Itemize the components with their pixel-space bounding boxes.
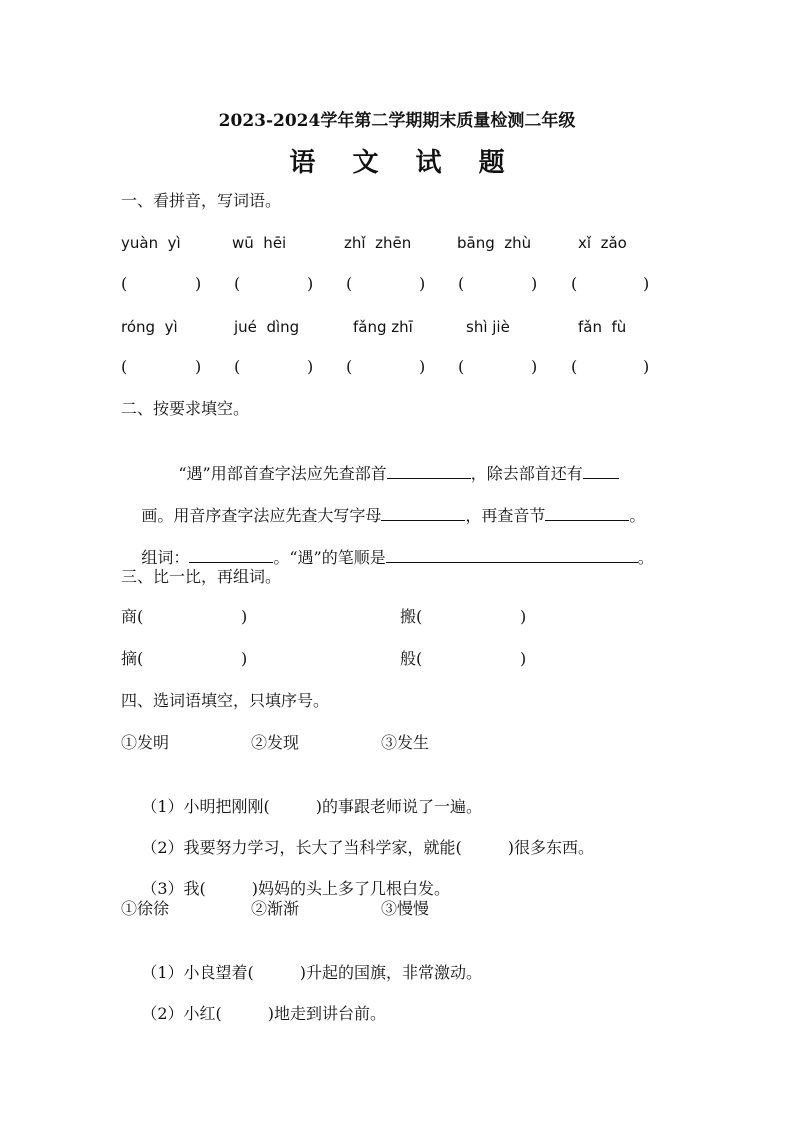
option-item: ③发生 [381, 733, 430, 752]
sentence-text: )很多东西。 [507, 838, 595, 857]
answer-paren-open[interactable]: ( [346, 274, 353, 293]
answer-paren-close: ) [307, 357, 314, 376]
pinyin-item: shì jiè [466, 318, 510, 336]
compare-item[interactable]: 搬( [400, 607, 423, 626]
answer-blank[interactable] [381, 504, 465, 521]
answer-blank[interactable] [386, 546, 638, 563]
q2-heading: 二、按要求填空。 [121, 399, 250, 418]
sentence-item [121, 981, 386, 1047]
q2-text: 。 [629, 506, 646, 525]
pinyin-item: róng yì [121, 318, 178, 336]
q2-text: “遇”用部首查字法应先查部首 [178, 464, 387, 483]
answer-paren-close: ) [531, 357, 538, 376]
answer-paren-open[interactable]: ( [121, 274, 128, 293]
compare-close: ) [241, 649, 248, 668]
answer-blank[interactable] [545, 504, 629, 521]
option-item: ③慢慢 [381, 899, 430, 918]
answer-paren-close: ) [643, 357, 650, 376]
pinyin-item: fǎn fù [578, 318, 627, 336]
answer-paren-open[interactable]: ( [234, 357, 241, 376]
compare-close: ) [520, 607, 527, 626]
answer-paren-open[interactable]: ( [571, 357, 578, 376]
q1-heading: 一、看拼音，写词语。 [121, 191, 282, 210]
answer-paren-open[interactable]: ( [121, 357, 128, 376]
answer-paren-open[interactable]: ( [458, 274, 465, 293]
compare-item[interactable]: 般( [400, 649, 423, 668]
option-item: ②发现 [251, 733, 300, 752]
option-item: ②渐渐 [251, 899, 300, 918]
answer-paren-open[interactable]: ( [458, 357, 465, 376]
q2-text: ，除去部首还有 [470, 464, 583, 483]
answer-paren-close: ) [531, 274, 538, 293]
option-item: ①徐徐 [121, 899, 170, 918]
compare-item[interactable]: 商( [121, 607, 144, 626]
q2-text: ，再查音节 [465, 506, 546, 525]
compare-close: ) [520, 649, 527, 668]
exam-title: 语 文 试 题 [289, 148, 519, 178]
answer-paren-open[interactable]: ( [346, 357, 353, 376]
answer-paren-close: ) [643, 274, 650, 293]
answer-blank[interactable] [189, 546, 273, 563]
q3-heading: 三、比一比，再组词。 [121, 567, 282, 586]
pinyin-item: xǐ zǎo [578, 234, 627, 252]
q2-text: 组词： [141, 548, 190, 567]
sentence-text: )的事跟老师说了一遍。 [315, 797, 483, 816]
sentence-text: （2）我要努力学习，长大了当科学家，就能( [141, 838, 462, 857]
answer-paren-close: ) [195, 357, 202, 376]
answer-blank[interactable] [387, 462, 471, 479]
pinyin-item: jué dìng [234, 318, 300, 336]
answer-paren-close: ) [195, 274, 202, 293]
pinyin-item: fǎng zhī [353, 318, 413, 336]
sentence-text: （1）小良望着( [141, 963, 254, 982]
option-item: ①发明 [121, 733, 170, 752]
sentence-text: （2）小红( [141, 1004, 222, 1023]
answer-paren-close: ) [419, 274, 426, 293]
sentence-text: （3）我( [141, 879, 206, 898]
answer-paren-open[interactable]: ( [571, 274, 578, 293]
pinyin-item: yuàn yì [121, 234, 181, 252]
sentence-text: )升起的国旗，非常激动。 [299, 963, 483, 982]
q2-text: 。“遇”的笔顺是 [273, 548, 386, 567]
sentence-text: （1）小明把刚刚( [141, 797, 270, 816]
answer-paren-open[interactable]: ( [234, 274, 241, 293]
exam-subtitle: 2023-2024学年第二学期期末质量检测二年级 [218, 111, 576, 131]
pinyin-item: bāng zhù [457, 234, 532, 252]
sentence-text: )妈妈的头上多了几根白发。 [251, 879, 451, 898]
q2-text: 。 [637, 548, 654, 567]
answer-blank[interactable] [583, 462, 619, 479]
q4-heading: 四、选词语填空，只填序号。 [121, 691, 330, 710]
q2-text: 画。用音序查字法应先查大写字母 [141, 506, 382, 525]
sentence-text: )地走到讲台前。 [267, 1004, 387, 1023]
compare-item[interactable]: 摘( [121, 649, 144, 668]
answer-paren-close: ) [307, 274, 314, 293]
answer-paren-close: ) [419, 357, 426, 376]
pinyin-item: zhǐ zhēn [344, 234, 412, 252]
pinyin-item: wū hēi [232, 234, 287, 252]
compare-close: ) [241, 607, 248, 626]
